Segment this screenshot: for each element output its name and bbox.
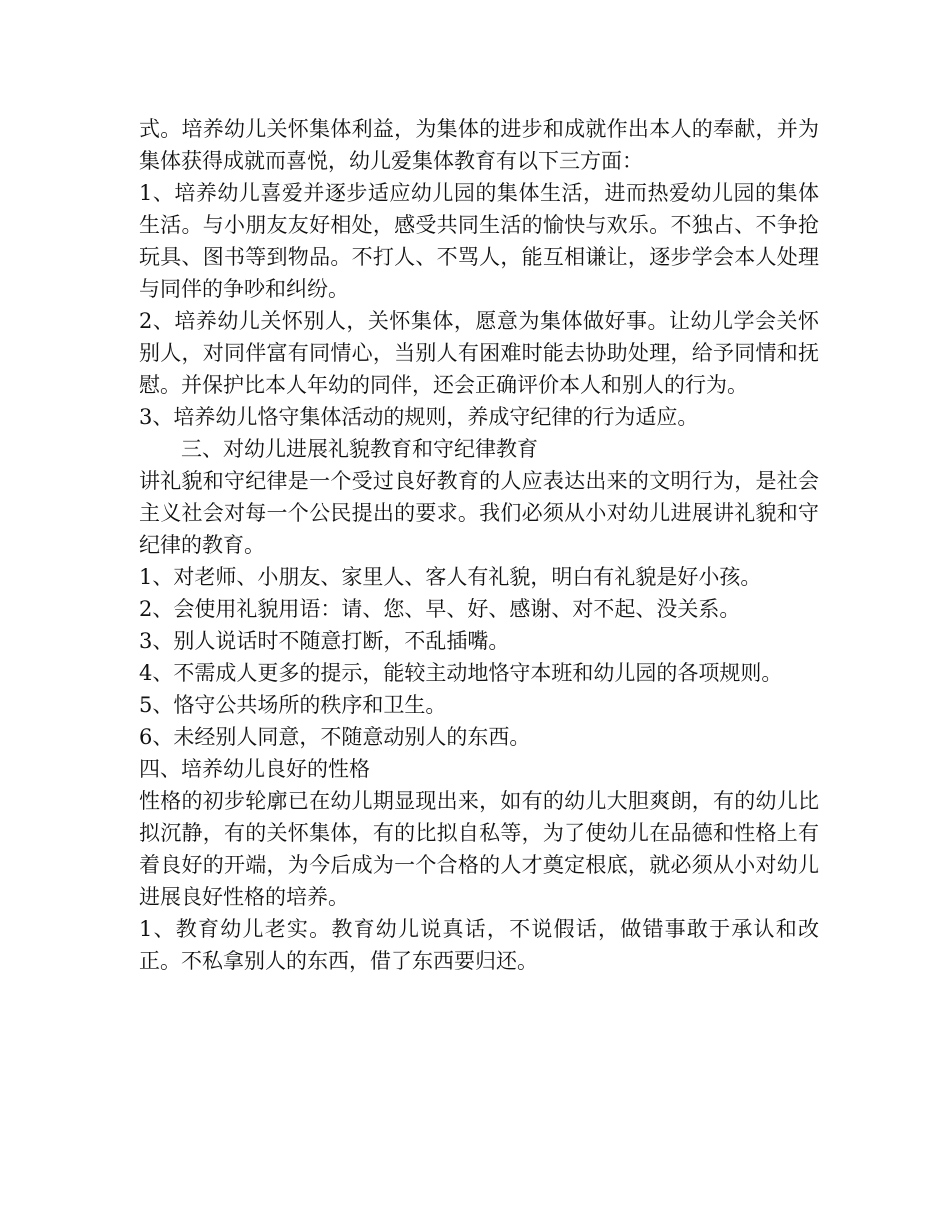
list-item: 2、培养幼儿关怀别人，关怀集体，愿意为集体做好事。让幼儿学会关怀别人，对同伴富有同情心，当别人有困难时能去协助处理，给予同情和抚慰。并保护比本人年幼的同伴，还会正确评价本人和别人的行为。 (139, 309, 819, 397)
list-item: 2、会使用礼貌用语：请、您、早、好、感谢、对不起、没关系。 (139, 597, 741, 621)
list-item: 6、未经别人同意，不随意动别人的东西。 (139, 725, 531, 749)
paragraph: 讲礼貌和守纪律是一个受过良好教育的人应表达出来的文明行为，是社会主义社会对每一个公民提出的要求。我们必须从小对幼儿进展讲礼貌和守纪律的教育。 (139, 469, 819, 557)
list-item: 3、别人说话时不随意打断，不乱插嘴。 (139, 629, 510, 653)
paragraph: 性格的初步轮廓已在幼儿期显现出来，如有的幼儿大胆爽朗，有的幼儿比拟沉静，有的关怀集体，有的比拟自私等，为了使幼儿在品德和性格上有着良好的开端，为今后成为一个合格的人才奠定根底，就必须从小对幼儿进展良好性格的培养。 (139, 789, 819, 909)
list-item: 1、培养幼儿喜爱并逐步适应幼儿园的集体生活，进而热爱幼儿园的集体生活。与小朋友友好相处，感受共同生活的愉快与欢乐。不独占、不争抢玩具、图书等到物品。不打人、不骂人，能互相谦让，逐步学会本人处理与同伴的争吵和纠纷。 (139, 181, 819, 301)
document-body (139, 113, 819, 977)
paragraph: 式。培养幼儿关怀集体利益，为集体的进步和成就作出本人的奉献，并为集体获得成就而喜悦，幼儿爱集体教育有以下三方面： (139, 117, 819, 173)
section-heading: 三、对幼儿进展礼貌教育和守纪律教育 (181, 437, 538, 461)
list-item: 3、培养幼儿恪守集体活动的规则，养成守纪律的行为适应。 (139, 405, 699, 429)
list-item: 1、对老师、小朋友、家里人、客人有礼貌，明白有礼貌是好小孩。 (139, 565, 762, 589)
list-item: 5、恪守公共场所的秩序和卫生。 (139, 693, 447, 717)
list-item: 1、教育幼儿老实。教育幼儿说真话，不说假话，做错事敢于承认和改正。不私拿别人的东西，借了东西要归还。 (139, 917, 819, 973)
section-heading: 四、培养幼儿良好的性格 (139, 757, 370, 781)
list-item: 4、不需成人更多的提示，能较主动地恪守本班和幼儿园的各项规则。 (139, 661, 783, 685)
